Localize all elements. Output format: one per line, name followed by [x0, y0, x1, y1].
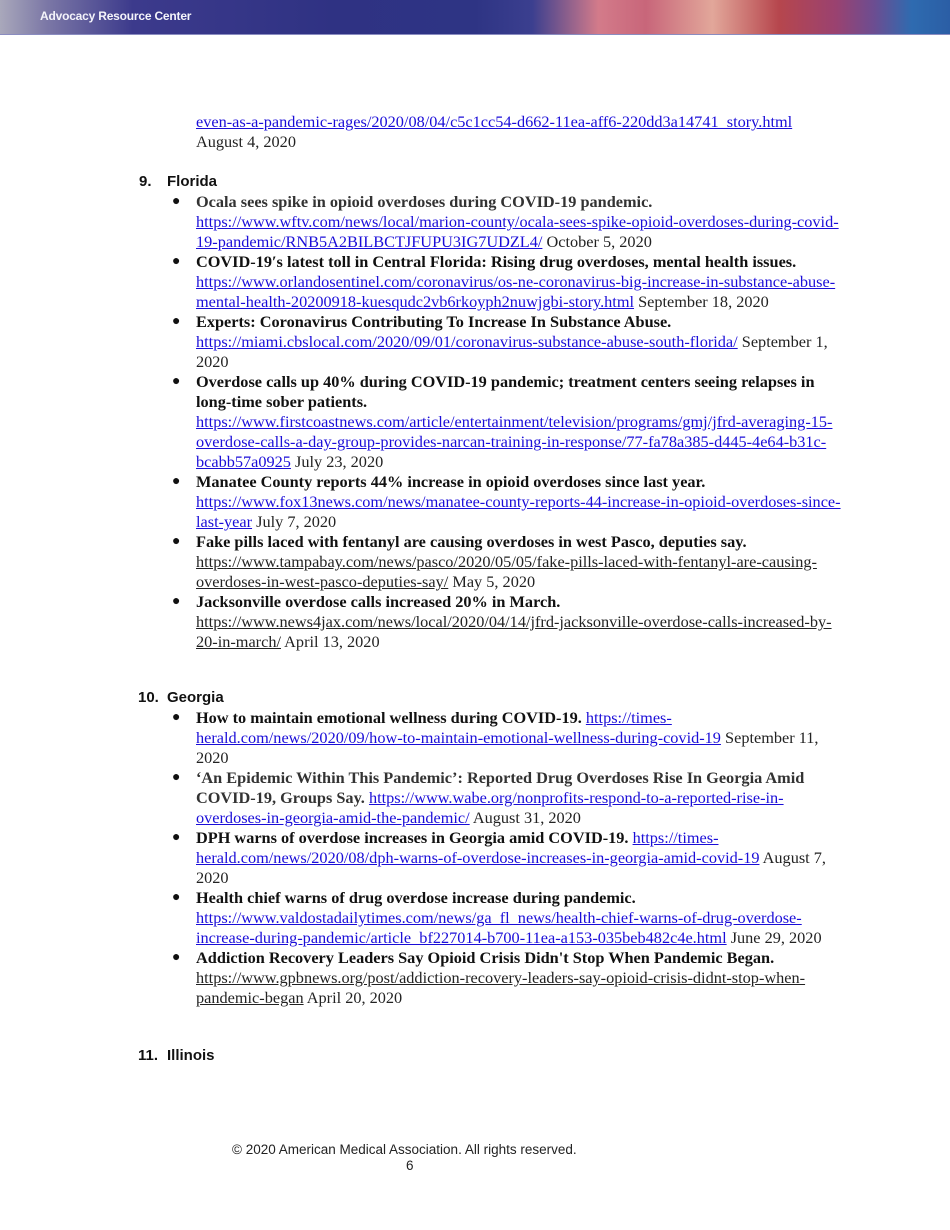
continuation-link[interactable]: even-as-a-pandemic-rages/2020/08/04/c5c1cc54-d662-11ea-aff6-220dd3a14741_story.html [196, 112, 793, 131]
bullet-icon: ● [172, 254, 181, 269]
article-list [139, 192, 859, 652]
article-date: June 29, 2020 [730, 928, 822, 947]
copyright-footer: © 2020 American Medical Association. All rights reserved. [232, 1142, 577, 1157]
list-item [139, 312, 851, 372]
article-date: September 1, 2020 [196, 332, 828, 371]
article-title: Jacksonville overdose calls increased 20% in March. [196, 592, 561, 611]
article-link[interactable]: https://www.orlandosentinel.com/coronavirus/os-ne-coronavirus-big-increase-in-substance-abuse-mental-health-20200918-kuesqudc2vb6rkoyph2nuwjgbi-story.html [196, 272, 836, 311]
article-link[interactable]: https://times-herald.com/news/2020/08/dph-warns-of-overdose-increases-in-georgia-amid-covid-19 [196, 828, 760, 867]
section-georgia [139, 688, 859, 1008]
article-title: Addiction Recovery Leaders Say Opioid Crisis Didn't Stop When Pandemic Began. [196, 948, 775, 967]
article-date: September 18, 2020 [638, 292, 769, 311]
article-title: DPH warns of overdose increases in Georgia amid COVID-19. [196, 828, 629, 847]
article-title: COVID-19′s latest toll in Central Florida: Rising drug overdoses, mental health issues. [196, 252, 797, 271]
article-date: October 5, 2020 [546, 232, 652, 251]
list-item [139, 472, 851, 532]
article-link[interactable]: https://www.news4jax.com/news/local/2020/04/14/jfrd-jacksonville-overdose-calls-increased-by-20-in-march/ [196, 612, 832, 651]
bullet-icon: ● [172, 770, 181, 785]
list-item [139, 192, 851, 252]
article-link[interactable]: https://miami.cbslocal.com/2020/09/01/coronavirus-substance-abuse-south-florida/ [196, 332, 738, 351]
bullet-icon: ● [172, 314, 181, 329]
bullet-icon: ● [172, 830, 181, 845]
article-date: August 31, 2020 [472, 808, 581, 827]
article-title: Fake pills laced with fentanyl are causing overdoses in west Pasco, deputies say. [196, 532, 747, 551]
bullet-icon: ● [172, 950, 181, 965]
list-item [139, 592, 851, 652]
list-item [139, 948, 851, 1008]
section-heading [139, 1046, 859, 1066]
article-title: How to maintain emotional wellness during COVID-19. [196, 708, 582, 727]
article-list [139, 708, 859, 1008]
article-link[interactable]: https://www.wabe.org/nonprofits-respond-to-a-reported-rise-in-overdoses-in-georgia-amid-the-pandemic/ [196, 788, 784, 827]
bullet-icon: ● [172, 194, 181, 209]
article-title: Overdose calls up 40% during COVID-19 pandemic; treatment centers seeing relapses in long-time sober patients. [196, 372, 815, 411]
header-banner [0, 0, 950, 35]
article-link[interactable]: https://www.tampabay.com/news/pasco/2020/05/05/fake-pills-laced-with-fentanyl-are-causing-overdoses-in-west-pasco-deputies-say/ [196, 552, 817, 591]
article-date: April 20, 2020 [306, 988, 403, 1007]
bullet-icon: ● [172, 534, 181, 549]
article-link[interactable]: https://www.firstcoastnews.com/article/entertainment/television/programs/gmj/jfrd-averaging-15-overdose-calls-a-day-group-provides-narcan-training-in-response/77-fa78a385-d445-4e64-b31c-bcabb57a0925 [196, 412, 833, 471]
article-date: September 11, 2020 [196, 728, 819, 767]
article-link[interactable]: https://times-herald.com/news/2020/09/how-to-maintain-emotional-wellness-during-covid-19 [196, 708, 721, 747]
article-date: August 7, 2020 [196, 848, 826, 887]
bullet-icon: ● [172, 474, 181, 489]
article-title: Experts: Coronavirus Contributing To Increase In Substance Abuse. [196, 312, 672, 331]
section-heading [139, 688, 859, 708]
section-number: 10. [138, 689, 159, 706]
section-heading [139, 172, 859, 192]
list-item [139, 768, 851, 828]
article-link[interactable]: https://www.valdostadailytimes.com/news/ga_fl_news/health-chief-warns-of-drug-overdose-increase-during-pandemic/article_bf227014-b700-11ea-a153-035beb482c4e.html [196, 908, 802, 947]
article-date: July 23, 2020 [295, 452, 384, 471]
bullet-icon: ● [172, 890, 181, 905]
list-item [139, 252, 851, 312]
article-title: Ocala sees spike in opioid overdoses during COVID-19 pandemic. [196, 192, 653, 211]
section-name: Florida [167, 173, 218, 190]
bullet-icon: ● [172, 710, 181, 725]
list-item [139, 372, 851, 472]
section-name: Illinois [167, 1047, 215, 1064]
list-item [139, 828, 851, 888]
article-link[interactable]: https://www.gpbnews.org/post/addiction-recovery-leaders-say-opioid-crisis-didnt-stop-when-pandemic-began [196, 968, 806, 1007]
section-number: 9. [139, 173, 152, 190]
list-item [139, 708, 851, 768]
article-link[interactable]: https://www.wftv.com/news/local/marion-county/ocala-sees-spike-opioid-overdoses-during-covid-19-pandemic/RNB5A2BILBCTJFUPU3IG7UDZL4/ [196, 212, 839, 251]
article-title: ‘An Epidemic Within This Pandemic’: Reported Drug Overdoses Rise In Georgia Amid COVID-19, Groups Say. [196, 768, 805, 807]
section-illinois [139, 1046, 859, 1066]
article-title: Manatee County reports 44% increase in opioid overdoses since last year. [196, 472, 706, 491]
section-number: 11. [138, 1047, 159, 1064]
article-link[interactable]: https://www.fox13news.com/news/manatee-county-reports-44-increase-in-opioid-overdoses-since-last-year [196, 492, 841, 531]
section-name: Georgia [167, 689, 224, 706]
section-florida [139, 172, 859, 652]
article-title: Health chief warns of drug overdose increase during pandemic. [196, 888, 636, 907]
article-date: May 5, 2020 [452, 572, 536, 591]
bullet-icon: ● [172, 594, 181, 609]
list-item [139, 532, 851, 592]
page-number: 6 [406, 1158, 414, 1173]
bullet-icon: ● [172, 374, 181, 389]
list-item [139, 888, 851, 948]
article-date: April 13, 2020 [284, 632, 380, 651]
continuation-date: August 4, 2020 [196, 132, 296, 151]
banner-title: Advocacy Resource Center [40, 9, 192, 23]
article-date: July 7, 2020 [256, 512, 337, 531]
